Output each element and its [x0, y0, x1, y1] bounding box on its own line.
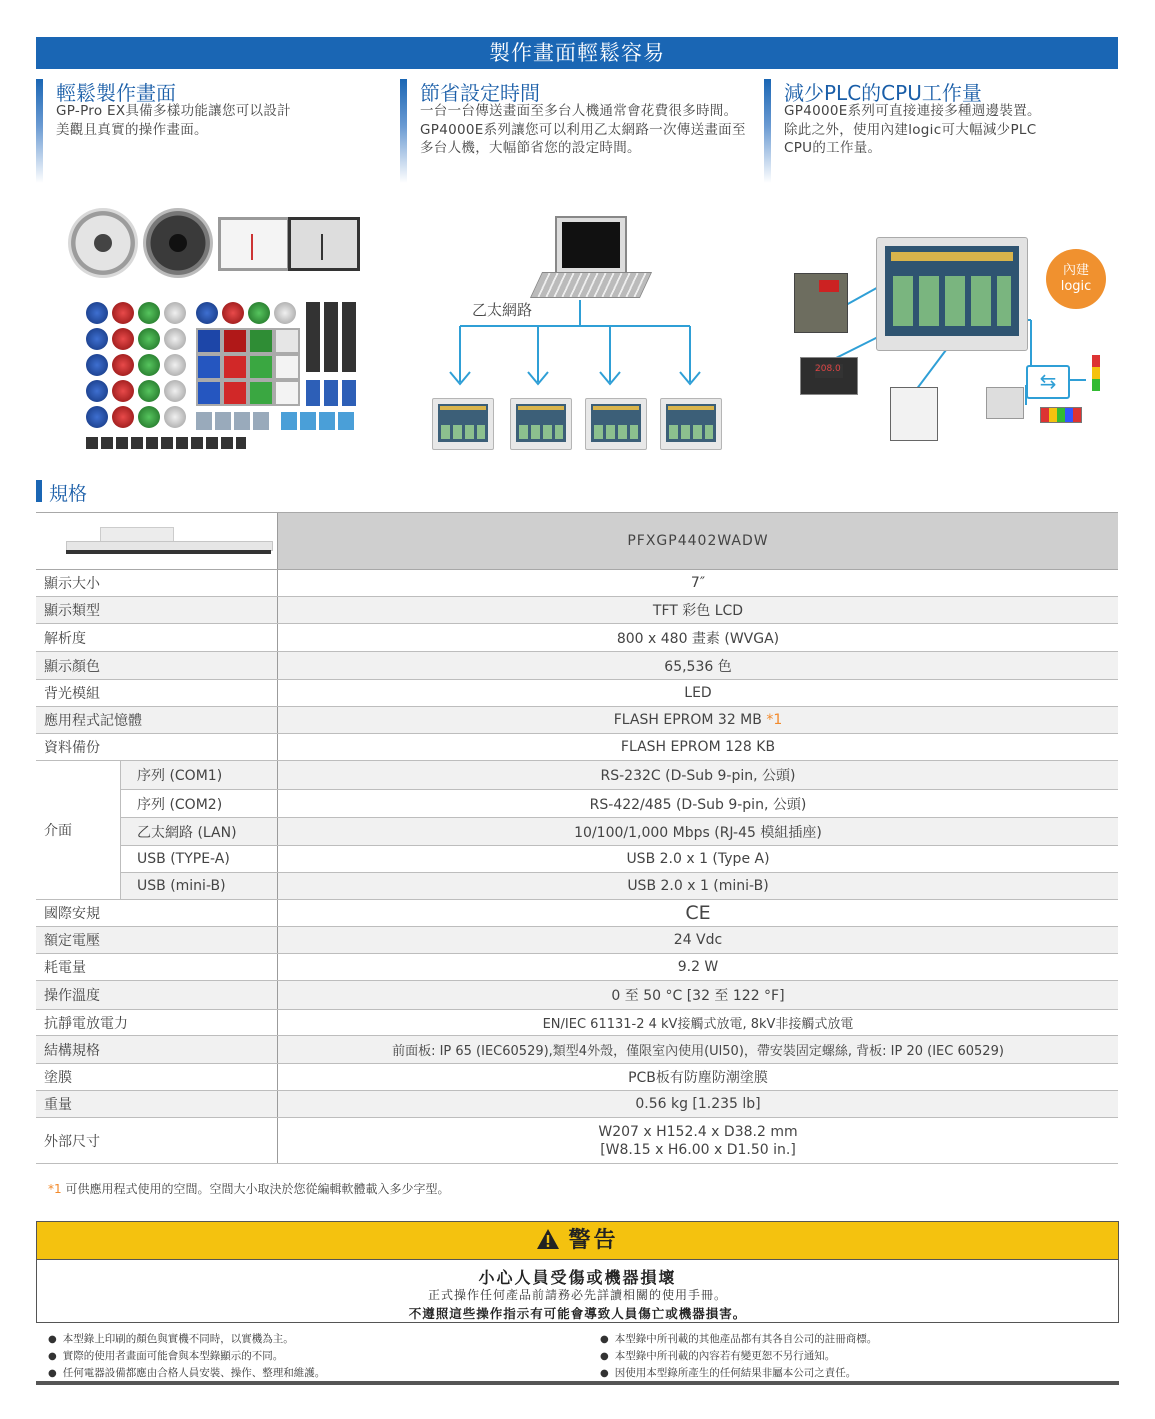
warning-header [37, 1222, 1118, 1260]
notes-left [48, 1331, 325, 1382]
button-icon [222, 328, 248, 354]
list-item: ● 本型錄中所刊載的其他產品都有其各自公司的註冊商標。 [600, 1331, 877, 1348]
inverter-icon [890, 387, 938, 441]
button-icon [274, 380, 300, 406]
switch-icon [306, 342, 356, 372]
list-item: ● 因使用本型錄所產生的任何結果非屬本公司之責任。 [600, 1365, 877, 1382]
button-icon [112, 328, 134, 350]
footnote: *1 可供應用程式使用的空間。空間大小取決於您從編輯軟體載入多少字型。 [48, 1182, 450, 1196]
feature-title: 輕鬆製作畫面 [56, 81, 176, 105]
feature-text: GP-Pro EX具備多樣功能讓您可以設計 美觀且真實的操作畫面。 [56, 103, 291, 138]
table-row: 序列 (COM2) RS-422/485 (D-Sub 9-pin, 公頭) [36, 790, 1118, 818]
button-icon [222, 380, 248, 406]
hmi-icon [876, 237, 1028, 351]
feature-title: 節省設定時間 [420, 81, 540, 105]
model-header: PFXGP4402WADW [278, 513, 1119, 570]
button-icon [86, 302, 108, 324]
bottom-divider [36, 1381, 1119, 1385]
table-row: 重量 0.56 kg [1.235 lb] [36, 1091, 1118, 1118]
button-icon [222, 354, 248, 380]
table-row: 顯示顏色 65,536 色 [36, 652, 1118, 680]
table-row: 操作溫度 0 至 50 °C [32 至 122 °F] [36, 981, 1118, 1010]
table-row: 結構規格 前面板: IP 65 (IEC60529),類型4外殼，僅限室內使用(Ul50)，帶安裝固定螺絲, 背板: IP 20 (IEC 60529) [36, 1036, 1118, 1064]
logic-illustration [786, 215, 1116, 445]
list-item: ● 實際的使用者畫面可能會與本型錄顯示的不同。 [48, 1348, 325, 1365]
gauge-icon [68, 208, 138, 278]
table-row: 外部尺寸 W207 x H152.4 x D38.2 mm [W8.15 x H6.00 x D1.50 in.] [36, 1118, 1118, 1164]
section-marker [36, 480, 42, 502]
table-row: 抗靜電放電力 EN/IEC 61131-2 4 kV接觸式放電, 8kV非接觸式放電 [36, 1010, 1118, 1036]
table-row: 耗電量 9.2 W [36, 954, 1118, 981]
temperature-controller-icon: 208.0 [800, 357, 858, 395]
lamp-icon [281, 412, 356, 430]
list-item: ● 本型錄上印刷的顏色與實機不同時，以實機為主。 [48, 1331, 325, 1348]
plc-icon [794, 273, 848, 333]
network-label: 乙太網路 [472, 301, 533, 319]
feature-text: 一台一台傳送畫面至多台人機通常會花費很多時間。 GP4000E系列讓您可以利用乙太網路一次傳送畫面至 多台人機，大幅節省您的設定時間。 [420, 103, 746, 156]
feature-accent-bar [400, 79, 407, 183]
button-icon [164, 328, 186, 350]
feature-accent-bar [36, 79, 43, 183]
button-icon [222, 302, 244, 324]
button-icon [164, 302, 186, 324]
product-side-icon [36, 513, 270, 569]
button-icon [86, 380, 108, 402]
table-row: 塗膜 PCB板有防塵防潮塗膜 [36, 1064, 1118, 1091]
lamp-icon [196, 412, 271, 430]
button-icon [112, 406, 134, 428]
table-row: USB (TYPE-A) USB 2.0 x 1 (Type A) [36, 846, 1118, 873]
feature-title: 減少PLC的CPU工作量 [784, 81, 982, 105]
warning-text: 正式操作任何產品前請務必先詳讀相關的使用手冊。 [427, 1288, 727, 1302]
warning-box [36, 1221, 1119, 1323]
feature-save-time [400, 79, 750, 183]
network-illustration [420, 210, 740, 455]
button-box-icon [1040, 407, 1082, 423]
button-icon [138, 328, 160, 350]
usb-icon: ⇆ [1026, 365, 1070, 399]
button-icon [138, 302, 160, 324]
indicator-icon [86, 437, 246, 449]
table-row: 國際安規 CE [36, 900, 1118, 927]
hmi-icon [432, 398, 494, 450]
table-row: 乙太網路 (LAN) 10/100/1,000 Mbps (RJ-45 模組插座) [36, 818, 1118, 846]
button-icon [86, 406, 108, 428]
notes-right [600, 1331, 877, 1382]
meter-icon [218, 217, 290, 271]
button-icon [138, 406, 160, 428]
button-icon [248, 354, 274, 380]
table-row: 背光模組 LED [36, 680, 1118, 707]
switch-icon [306, 380, 356, 406]
button-icon [274, 328, 300, 354]
button-icon [112, 302, 134, 324]
table-row: USB (mini-B) USB 2.0 x 1 (mini-B) [36, 873, 1118, 900]
hmi-icon [585, 398, 647, 450]
button-icon [86, 328, 108, 350]
section-banner: 製作畫面輕鬆容易 [36, 37, 1118, 69]
product-image-cell [36, 513, 278, 570]
warning-icon [536, 1228, 560, 1250]
table-header-row [36, 513, 1118, 570]
button-icon [112, 354, 134, 376]
footnote-ref: *1 [766, 712, 783, 728]
table-row: 應用程式記憶體 FLASH EPROM 32 MB *1 [36, 707, 1118, 734]
button-icon [196, 328, 222, 354]
button-icon [164, 380, 186, 402]
logic-badge: 內建 logic [1046, 249, 1106, 309]
list-item: ● 本型錄中所刊載的內容若有變更恕不另行通知。 [600, 1348, 877, 1365]
warning-emphasis: 不遵照這些操作指示有可能會導致人員傷亡或機器損害。 [408, 1306, 747, 1321]
spec-title-text: 規格 [49, 483, 88, 505]
button-icon [112, 380, 134, 402]
button-icon [138, 354, 160, 376]
feature-reduce-plc [764, 79, 1114, 183]
hmi-icon [660, 398, 722, 450]
warning-headline: 小心人員受傷或機器損壞 [478, 1268, 677, 1287]
warning-title: 警告 [568, 1228, 619, 1253]
button-icon [196, 302, 218, 324]
signal-tower-icon [1092, 355, 1100, 391]
feature-accent-bar [764, 79, 771, 183]
button-icon [164, 354, 186, 376]
table-row: 顯示大小 7″ [36, 570, 1118, 597]
table-row: 額定電壓 24 Vdc [36, 927, 1118, 954]
table-row: 顯示類型 TFT 彩色 LCD [36, 597, 1118, 624]
feature-text: GP4000E系列可直接連接多種週邊裝置。 除此之外，使用內建logic可大幅減少PLC CPU的工作量。 [784, 103, 1041, 156]
interface-group-label: 介面 [36, 761, 121, 900]
gauge-icon [143, 208, 213, 278]
meter-icon [288, 217, 360, 271]
table-row: 資料備份 FLASH EPROM 128 KB [36, 734, 1118, 761]
feature-easy-screens [36, 79, 386, 183]
table-row: 介面 序列 (COM1) RS-232C (D-Sub 9-pin, 公頭) [36, 761, 1118, 790]
table-row: 解析度 800 x 480 畫素 (WVGA) [36, 624, 1118, 652]
hmi-icon [510, 398, 572, 450]
button-icon [138, 380, 160, 402]
button-icon [196, 354, 222, 380]
ce-mark: CE [278, 900, 1119, 927]
button-icon [248, 380, 274, 406]
button-icon [274, 302, 296, 324]
button-icon [274, 354, 300, 380]
button-icon [248, 328, 274, 354]
parts-illustration [66, 205, 366, 455]
button-icon [248, 302, 270, 324]
button-icon [196, 380, 222, 406]
list-item: ● 任何電器設備都應由合格人員安裝、操作、整理和維護。 [48, 1365, 325, 1382]
keypad-icon [986, 387, 1024, 419]
spec-table [36, 512, 1118, 1164]
button-icon [164, 406, 186, 428]
button-icon [86, 354, 108, 376]
